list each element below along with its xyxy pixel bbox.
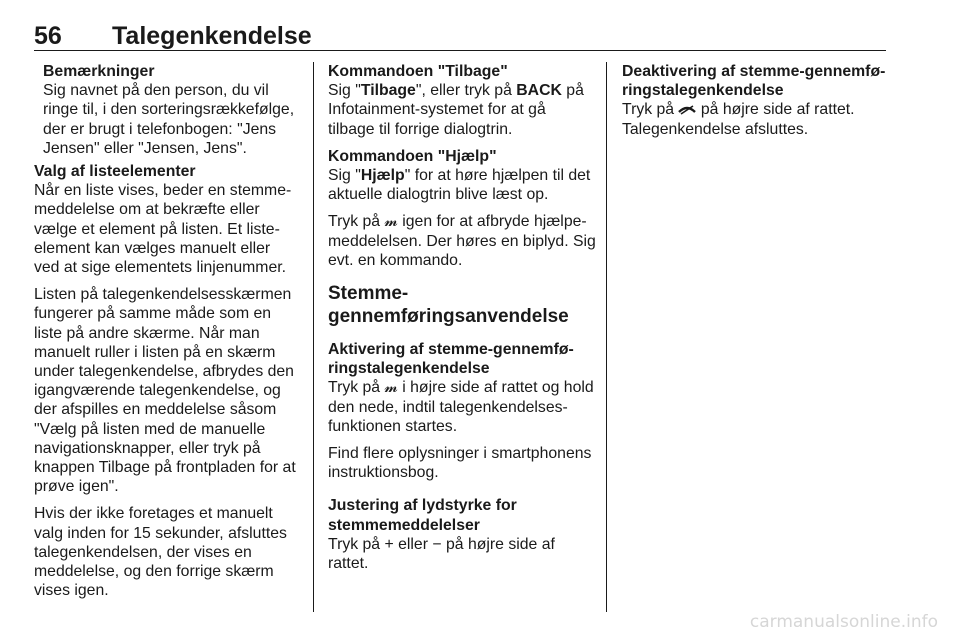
paragraph-text: Når en liste vises, beder en stemmemeddelelse om at bekræfte eller vælge et element på listen. Et listeelement kan vælges manuelt eller ved at sige elementets linjenummer. [34, 182, 292, 277]
bold-text: BACK [516, 82, 562, 100]
text: Sig " [328, 167, 361, 185]
page-title: Talegenkendelse [112, 22, 312, 50]
bold-text: Hjælp [360, 167, 405, 185]
column-divider [606, 62, 607, 612]
paragraph [328, 340, 596, 436]
column-divider [313, 62, 314, 612]
minus-icon: − [432, 535, 442, 553]
watermark: carmanualsonline.info [749, 612, 938, 632]
subheading: Deaktivering af stemme-gennemføringstalegenkendelse [622, 63, 886, 100]
column-left [34, 62, 300, 608]
paragraph [328, 496, 596, 573]
text: Tryk på [328, 213, 385, 231]
note-title: Bemærkninger [43, 63, 155, 80]
text: på højre side af rattet. [328, 535, 555, 573]
subheading: Kommandoen "Hjælp" [328, 147, 497, 165]
paragraph [622, 62, 886, 139]
text: Sig " [328, 82, 361, 100]
voice-icon: 𝓶 [384, 379, 398, 397]
subheading: Valg af listeelementer [34, 163, 196, 181]
voice-icon: 𝓶 [384, 213, 398, 231]
text: ", eller tryk på [415, 82, 517, 100]
text: på højre side af rattet. Talegenkendelse afsluttes. [622, 101, 855, 138]
bold-text: Tilbage [360, 82, 416, 100]
text: eller [393, 535, 433, 553]
column-right [622, 62, 886, 147]
page-number: 56 [34, 22, 62, 50]
text: Tryk på [328, 535, 385, 553]
paragraph [328, 147, 596, 205]
note-text: Sig navnet på den person, du vil ringe til, i den sorteringsrækkefølge, der er brugt i telefonbogen: "Jens Jensen" eller "Jensen, Jens". [43, 82, 295, 157]
column-middle [328, 62, 596, 581]
text: igen for at afbryde hjælpemeddelelsen. Der høres en biplyd. Sig evt. en kommando. [328, 213, 596, 269]
text: på Infotainment-systemet for at gå tilbage til forrige dialogtrin. [328, 82, 584, 138]
note-block [34, 62, 300, 158]
text: " for at høre hjælpen til det aktuelle dialogtrin blive læst op. [328, 167, 591, 204]
subheading: Kommandoen "Tilbage" [328, 63, 508, 80]
text: Tryk på [622, 101, 679, 119]
paragraph [34, 162, 300, 277]
header-divider [34, 50, 886, 51]
paragraph: Hvis der ikke foretages et manuelt valg inden for 15 sekunder, afsluttes talegenkendelsen, der vises en meddelelse, og den forrige skærm vises igen. [34, 505, 287, 600]
paragraph [328, 62, 596, 139]
subheading: Justering af lydstyrke for stemmemeddelelser [328, 497, 517, 534]
plus-icon: + [384, 535, 394, 553]
paragraph: Find flere oplysninger i smartphonens instruktionsbog. [328, 445, 592, 482]
paragraph [328, 212, 596, 270]
subheading: Aktivering af stemme-gennemføringstalegenkendelse [328, 341, 574, 378]
text: i højre side af rattet og hold den nede, indtil talegenkendelsesfunktionen startes. [328, 379, 594, 435]
section-title: Stemmegennemføringsanvendelse [328, 283, 569, 328]
paragraph: Listen på talegenkendelsesskærmen fungerer på samme måde som en liste på andre skærme. Når man manuelt ruller i listen på en skærm under talegenkendelse, afbrydes den igangværende talegenkendelse, og der afspilles en meddelelse såsom "Vælg på listen med de manuelle navigationsknapper, eller tryk på knappen Tilbage på frontpladen for at prøve igen". [34, 286, 296, 496]
hang-up-icon [678, 101, 696, 118]
text: Tryk på [328, 379, 385, 397]
